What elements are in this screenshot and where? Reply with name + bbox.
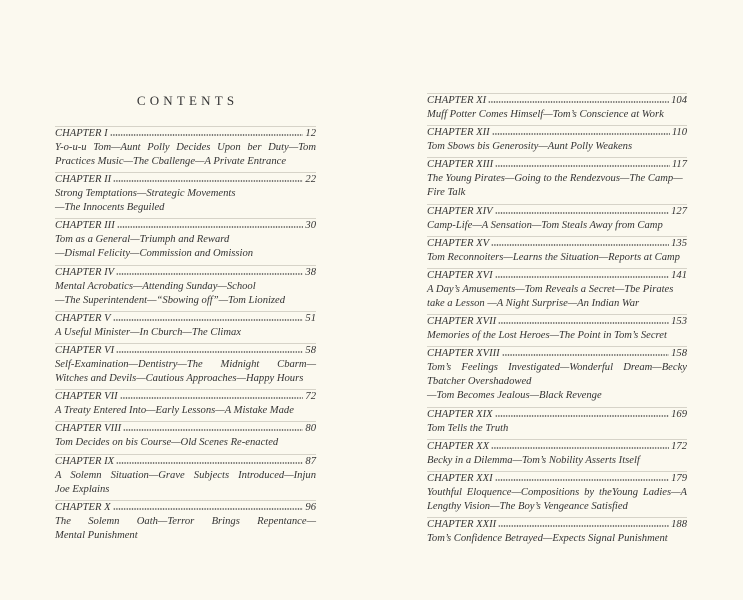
page-number: 141 [671,269,687,281]
dot-leader [117,225,304,228]
toc-entry [427,517,687,549]
toc-entry [427,346,687,406]
chapter-summary-line: Tom Sbows bis Generosity—Aunt Polly Weakens [427,141,633,153]
chapter-label: CHAPTER XVII [427,316,497,328]
chapter-heading-line [55,173,316,187]
page-number: 127 [671,205,687,217]
dot-leader [495,211,669,214]
page-number: 87 [305,455,316,467]
toc-entry [427,268,687,314]
chapter-summary-line: —Dismal Felicity—Commission and Omission [55,248,254,260]
dot-leader [120,396,304,399]
page-number: 179 [671,472,687,484]
chapter-heading-line [55,344,316,358]
dot-leader [498,321,669,324]
dot-leader [113,318,304,321]
toc-entry [427,407,687,439]
toc-entry [55,500,316,546]
dot-leader [491,446,669,449]
chapter-heading-line [55,219,316,233]
chapter-summary-line: Memories of the Lost Heroes—The Point in Tom’s Secret [427,330,667,342]
chapter-label: CHAPTER X [55,501,111,513]
page-number: 80 [305,423,316,435]
dot-leader [498,524,669,527]
chapter-label: CHAPTER VI [55,344,115,356]
chapter-summary-line: Camp-Life—A Sensation—Tom Steals Away from Camp [427,219,663,231]
chapter-summary-line: —Tom Becomes Jealous—Black Revenge [427,390,602,402]
chapter-heading-line [55,455,316,469]
page-number: 104 [671,95,687,106]
dot-leader [113,507,304,510]
chapter-summary-line: Youthful Eloquence—Compositions by theYoung Ladies—A [427,486,687,498]
chapter-label: CHAPTER XXI [427,472,493,484]
chapter-summary-line: Joe Explains [55,483,110,495]
dot-leader [116,272,303,275]
toc-entry [427,439,687,471]
toc-entry [55,454,316,500]
chapter-label: CHAPTER XII [427,127,490,139]
chapter-summary-line: —The Superintendent—“Sbowing off”—Tom Lionized [55,294,286,306]
chapter-summary-line: Muff Potter Comes Himself—Tom’s Conscience at Work [427,109,664,120]
chapter-heading-line [55,390,316,404]
dot-leader [491,243,669,246]
chapter-summary-line: Tom Decides on bis Course—Old Scenes Re-enacted [55,437,279,449]
chapter-summary-line: A Treaty Entered Into—Early Lessons—A Mistake Made [55,405,294,417]
page-number: 12 [305,128,316,139]
chapter-heading-line [427,315,687,329]
chapter-summary-line: —The Innocents Beguiled [55,202,165,214]
toc-entry [55,311,316,343]
dot-leader [116,461,303,464]
chapter-summary-line: Mental Punishment [55,529,138,541]
page-number: 38 [305,266,316,278]
chapter-summary-line: Tom Tells the Truth [427,422,509,434]
page-number: 96 [305,501,316,513]
chapter-summary-line: Tom’s Confidence Betrayed—Expects Signal Punishment [427,533,668,545]
chapter-heading-line [427,158,687,172]
left-page-column [55,126,316,546]
toc-entry [55,218,316,264]
chapter-label: CHAPTER I [55,128,108,139]
chapter-label: CHAPTER XVIII [427,348,500,360]
page-number: 158 [671,348,687,360]
toc-entry [427,157,687,203]
chapter-heading-line [427,205,687,219]
toc-entry [55,126,316,172]
toc-entry [427,125,687,157]
chapter-summary-line: Strong Temptations—Strategic Movements [55,188,236,200]
chapter-label: CHAPTER XIII [427,159,494,171]
chapter-summary-line: The Young Pirates—Going to the Rendezvous—The Camp— [427,173,683,185]
chapter-label: CHAPTER V [55,312,111,324]
toc-entry [55,265,316,311]
chapter-heading-line [55,422,316,436]
chapter-summary-line: Fire Talk [427,187,466,199]
dot-leader [488,100,669,103]
toc-entry [55,172,316,218]
page-number: 72 [305,391,316,403]
chapter-heading-line [55,266,316,280]
chapter-heading-line [55,501,316,515]
chapter-label: CHAPTER IV [55,266,115,278]
dot-leader [116,350,303,353]
chapter-label: CHAPTER VIII [55,423,122,435]
chapter-summary-line: A Solemn Situation—Grave Subjects Introduced—Injun [55,469,316,481]
dot-leader [123,428,303,431]
chapter-label: CHAPTER II [55,174,112,186]
chapter-heading-line [55,127,316,141]
toc-entry [55,421,316,453]
chapter-summary-line: Self-Examination—Dentistry—The Midnight Cbarm— [55,358,316,370]
chapter-summary-line: Y-o-u-u Tom—Aunt Polly Decides Upon ber Duty—Tom [55,142,316,153]
right-page-column [427,93,687,549]
toc-entry [427,236,687,268]
toc-entry [427,93,687,125]
chapter-heading-line [427,518,687,532]
chapter-summary-line: Becky in a Dilemma—Tom’s Nobility Asserts Itself [427,454,640,466]
chapter-summary-line: A Useful Minister—In Cburch—The Climax [55,326,241,338]
page-number: 188 [671,519,687,531]
toc-entry [55,343,316,389]
chapter-label: CHAPTER XI [427,95,487,106]
chapter-heading-line [427,347,687,361]
chapter-summary-line: take a Lesson —A Night Surprise—An Indian War [427,297,640,309]
chapter-summary-line: Tbatcher Overshadowed [427,376,532,388]
chapter-label: CHAPTER XV [427,237,490,249]
dot-leader [110,133,304,136]
page-number: 30 [305,220,316,232]
page-number: 51 [305,312,316,324]
page-number: 117 [671,159,687,171]
chapter-label: CHAPTER XXII [427,519,497,531]
chapter-summary-line: Tom’s Feelings Investigated—Wonderful Dream—Becky [427,362,687,374]
dot-leader [492,132,670,135]
chapter-heading-line [427,440,687,454]
chapter-heading-line [427,408,687,422]
chapter-summary-line: Mental Acrobatics—Attending Sunday—School [55,280,256,292]
chapter-summary-line: Tom Reconnoiters—Learns the Situation—Reports at Camp [427,251,680,263]
chapter-label: CHAPTER XX [427,440,490,452]
toc-entry [427,204,687,236]
chapter-heading-line [427,269,687,283]
chapter-label: CHAPTER VII [55,391,118,403]
page-number: 110 [671,127,687,139]
toc-entry [427,471,687,517]
dot-leader [495,275,669,278]
page-number: 169 [671,408,687,420]
chapter-label: CHAPTER XVI [427,269,493,281]
chapter-summary-line: A Day’s Amusements—Tom Reveals a Secret—Tbe Pirates [427,283,674,295]
page-number: 58 [305,344,316,356]
dot-leader [495,414,669,417]
chapter-label: CHAPTER III [55,220,115,232]
chapter-summary-line: Lengthy Vision—The Boy’s Vengeance Satisfied [427,500,628,512]
chapter-label: CHAPTER XIV [427,205,493,217]
dot-leader [113,179,303,182]
chapter-heading-line [427,237,687,251]
chapter-summary-line: Practices Music—The Cballenge—A Private Entrance [55,156,287,167]
chapter-summary-line: Witches and Devils—Cautious Approaches—Happy Hours [55,372,304,384]
contents-heading: CONTENTS [136,93,239,108]
page-number: 153 [671,316,687,328]
chapter-heading-line [427,472,687,486]
dot-leader [495,478,669,481]
chapter-label: CHAPTER IX [55,455,115,467]
toc-entry [55,389,316,421]
dot-leader [502,353,669,356]
chapter-label: CHAPTER XIX [427,408,493,420]
chapter-heading-line [55,312,316,326]
toc-entry [427,314,687,346]
page-number: 135 [671,237,687,249]
chapter-summary-line: The Solemn Oath—Terror Brings Repentance— [55,515,316,527]
dot-leader [495,164,670,167]
page-number: 172 [671,440,687,452]
chapter-heading-line [427,94,687,108]
page-number: 22 [305,174,316,186]
chapter-summary-line: Tom as a General—Triumph and Reward [55,234,230,246]
chapter-heading-line [427,126,687,140]
